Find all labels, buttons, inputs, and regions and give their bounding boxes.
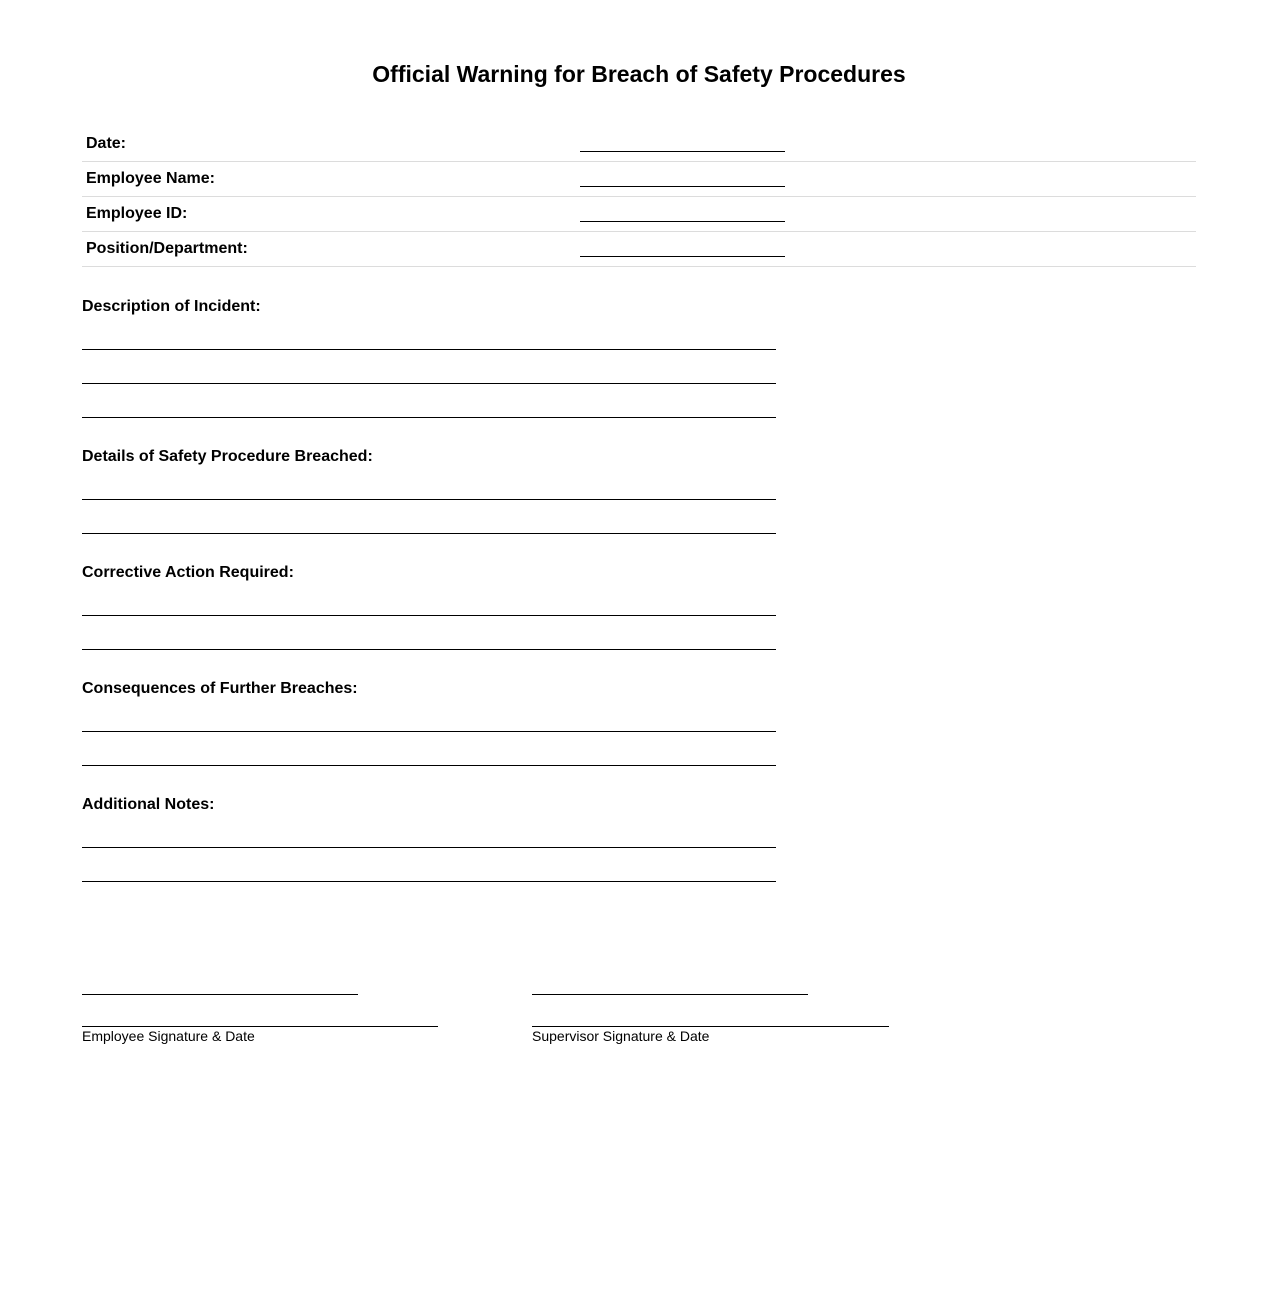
section-consequences — [82, 680, 776, 766]
employee-name-label: Employee Name: — [86, 170, 215, 187]
employee-info-table — [82, 127, 1196, 267]
description-line-3[interactable] — [82, 384, 776, 418]
employee-signature-date-line[interactable] — [82, 995, 438, 1027]
position-department-label: Position/Department: — [86, 240, 248, 257]
notes-line-2[interactable] — [82, 848, 776, 882]
corrective-action-line-2[interactable] — [82, 616, 776, 650]
employee-signature-block — [82, 975, 438, 1044]
info-row-position-department — [82, 232, 1196, 267]
section-safety-procedure-breached — [82, 448, 776, 534]
employee-id-field[interactable] — [580, 221, 785, 222]
section-corrective-action — [82, 564, 776, 650]
section-additional-notes — [82, 796, 776, 882]
procedure-breached-line-2[interactable] — [82, 500, 776, 534]
procedure-breached-line-1[interactable] — [82, 466, 776, 500]
employee-name-field[interactable] — [580, 186, 785, 187]
consequences-line-1[interactable] — [82, 698, 776, 732]
supervisor-signature-line[interactable] — [532, 975, 808, 995]
section-description-of-incident — [82, 298, 776, 418]
notes-line-1[interactable] — [82, 814, 776, 848]
employee-signature-line[interactable] — [82, 975, 358, 995]
consequences-line-2[interactable] — [82, 732, 776, 766]
info-row-date — [82, 127, 1196, 162]
additional-notes-label: Additional Notes: — [82, 796, 215, 813]
position-department-field[interactable] — [580, 256, 785, 257]
description-line-2[interactable] — [82, 350, 776, 384]
corrective-action-line-1[interactable] — [82, 582, 776, 616]
info-row-employee-id — [82, 197, 1196, 232]
employee-id-label: Employee ID: — [86, 205, 188, 222]
supervisor-signature-block — [532, 975, 889, 1044]
safety-procedure-breached-label: Details of Safety Procedure Breached: — [82, 448, 373, 465]
date-label: Date: — [86, 135, 127, 152]
employee-signature-caption: Employee Signature & Date — [82, 1028, 255, 1044]
corrective-action-label: Corrective Action Required: — [82, 564, 294, 581]
supervisor-signature-date-line[interactable] — [532, 995, 889, 1027]
description-of-incident-label: Description of Incident: — [82, 298, 261, 315]
description-line-1[interactable] — [82, 316, 776, 350]
document-title: Official Warning for Breach of Safety Procedures — [372, 61, 906, 87]
supervisor-signature-caption: Supervisor Signature & Date — [532, 1028, 710, 1044]
info-row-employee-name — [82, 162, 1196, 197]
consequences-label: Consequences of Further Breaches: — [82, 680, 358, 697]
date-field[interactable] — [580, 151, 785, 152]
